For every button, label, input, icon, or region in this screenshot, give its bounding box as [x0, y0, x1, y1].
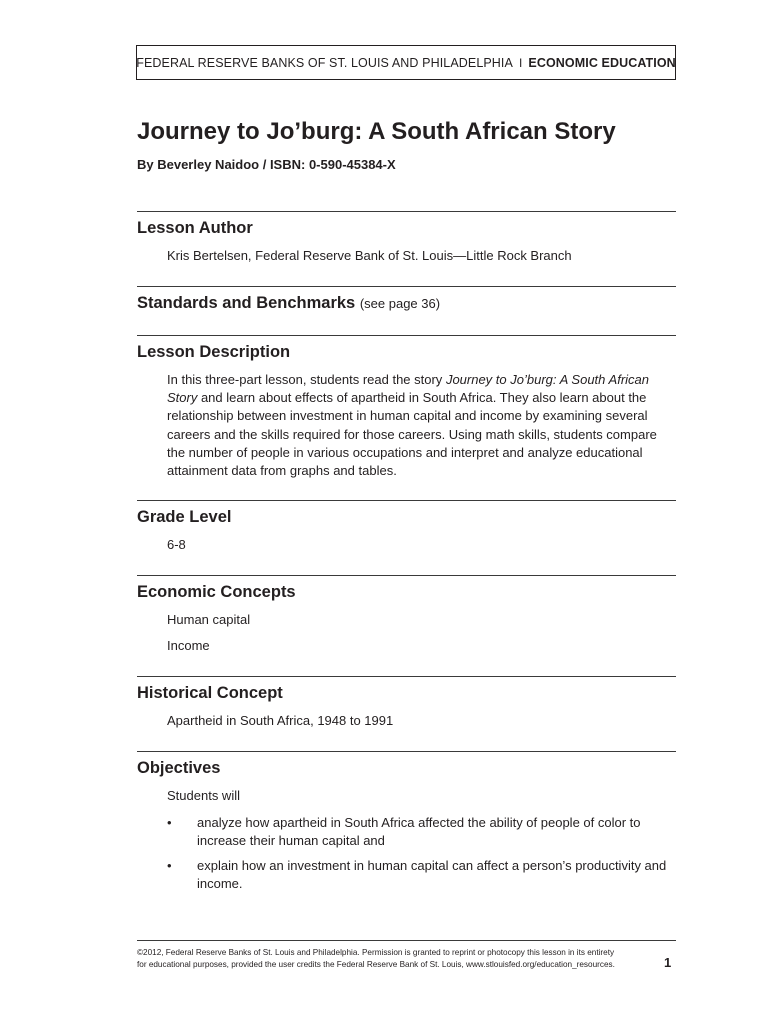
copyright-notice [137, 947, 637, 970]
concept-item: Human capital [167, 612, 251, 627]
objective-item: analyze how apartheid in South Africa affected the ability of people of color to increase their human capital and [197, 815, 641, 849]
book-title-italic: Journey to Jo’burg: A South African Story [167, 372, 649, 406]
publisher-header [136, 45, 676, 80]
description-intro: In this three-part lesson, students read the story [167, 372, 446, 387]
copyright-line-2: for educational purposes, provided the user credits the Federal Reserve Bank of St. Louis, www.stlouisfed.org/education_resources. [137, 959, 615, 969]
objective-item: explain how an investment in human capital can affect a person’s productivity and income. [197, 858, 667, 892]
section-divider [137, 335, 676, 336]
lesson-author-text: Kris Bertelsen, Federal Reserve Bank of St. Louis—Little Rock Branch [167, 248, 572, 263]
byline: By Beverley Naidoo / ISBN: 0-590-45384-X [137, 157, 396, 172]
grade-level-text: 6-8 [167, 537, 186, 552]
section-divider [137, 500, 676, 501]
objectives-lead: Students will [167, 788, 240, 803]
section-divider [137, 211, 676, 212]
section-divider [137, 676, 676, 677]
copyright-line-1: ©2012, Federal Reserve Banks of St. Louis and Philadelphia. Permission is granted to reprint or photocopy this lesson in its entirety [137, 948, 615, 957]
page-title: Journey to Jo’burg: A South African Story [137, 118, 616, 145]
publisher-name: FEDERAL RESERVE BANKS OF ST. LOUIS AND PHILADELPHIA [136, 55, 513, 70]
standards-page-note: (see page 36) [359, 296, 441, 311]
grade-level-heading: Grade Level [137, 508, 232, 526]
objectives-heading: Objectives [137, 759, 221, 777]
section-divider [137, 751, 676, 752]
header-separator: I [518, 55, 523, 70]
lesson-description-text [167, 371, 672, 480]
bullet-icon: • [167, 858, 172, 873]
page-number: 1 [664, 955, 672, 970]
lesson-author-heading: Lesson Author [137, 219, 253, 237]
lesson-description-heading: Lesson Description [137, 343, 291, 361]
section-divider [137, 286, 676, 287]
standards-heading [137, 294, 440, 313]
series-name: ECONOMIC EDUCATION [528, 55, 676, 70]
bullet-icon: • [167, 815, 172, 830]
historical-concept-heading: Historical Concept [137, 684, 283, 702]
concept-item: Income [167, 638, 210, 653]
economic-concepts-heading: Economic Concepts [137, 583, 296, 601]
description-rest: and learn about effects of apartheid in South Africa. They also learn about the relationship between investment in human capital and income by examining several careers and the skills required for those careers. Using math skills, students compare the number of people in various occupations and interpret and analyze educational attainment data from graphs and tables. [167, 390, 657, 479]
section-divider [137, 575, 676, 576]
historical-concept-text: Apartheid in South Africa, 1948 to 1991 [167, 713, 394, 728]
footer-divider [137, 940, 676, 941]
standards-heading-text: Standards and Benchmarks [137, 294, 356, 312]
